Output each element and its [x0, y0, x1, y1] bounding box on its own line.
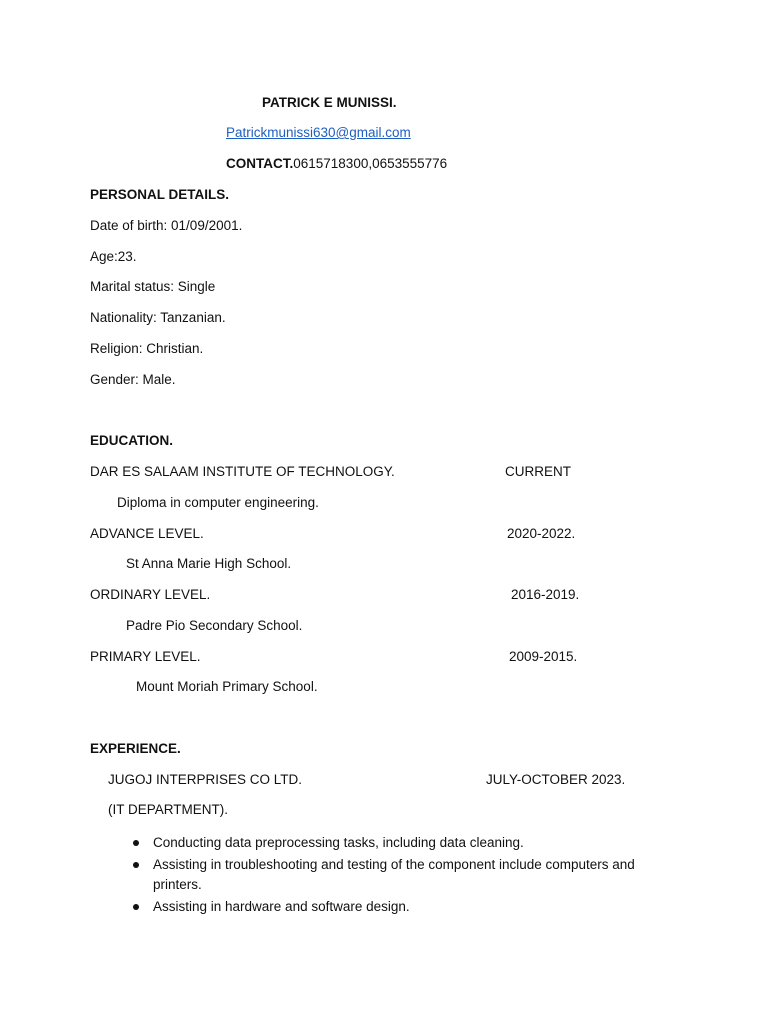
education-detail: Mount Moriah Primary School. — [136, 679, 318, 694]
experience-department: (IT DEPARTMENT). — [108, 802, 229, 817]
education-period: 2020-2022. — [507, 526, 576, 541]
education-title: ORDINARY LEVEL. — [90, 587, 211, 602]
contact-numbers: 0615718300,0653555776 — [293, 156, 448, 171]
list-item — [131, 855, 671, 895]
bullet-icon — [133, 840, 139, 846]
resume-name: PATRICK E MUNISSI. — [262, 95, 397, 110]
bullet-icon — [133, 862, 139, 868]
experience-company: JUGOJ INTERPRISES CO LTD. — [108, 772, 303, 787]
education-period: CURRENT — [505, 464, 571, 479]
gender: Gender: Male. — [90, 372, 176, 387]
education-title: PRIMARY LEVEL. — [90, 649, 201, 664]
list-item — [131, 897, 671, 917]
duty-text: Assisting in hardware and software design. — [153, 899, 410, 914]
list-item — [131, 833, 671, 853]
contact-label: CONTACT. — [226, 156, 294, 171]
experience-duties-list — [131, 833, 671, 919]
email-link[interactable]: Patrickmunissi630@gmail.com — [226, 125, 411, 140]
education-detail: Padre Pio Secondary School. — [126, 618, 303, 633]
bullet-icon — [133, 904, 139, 910]
education-heading: EDUCATION. — [90, 433, 173, 448]
duty-text: Assisting in troubleshooting and testing of the component include computers and printers. — [153, 857, 635, 892]
age: Age:23. — [90, 249, 137, 264]
nationality: Nationality: Tanzanian. — [90, 310, 226, 325]
date-of-birth: Date of birth: 01/09/2001. — [90, 218, 243, 233]
religion: Religion: Christian. — [90, 341, 204, 356]
experience-period: JULY-OCTOBER 2023. — [486, 772, 626, 787]
personal-details-heading: PERSONAL DETAILS. — [90, 187, 230, 202]
duty-text: Conducting data preprocessing tasks, including data cleaning. — [153, 835, 524, 850]
education-period: 2016-2019. — [511, 587, 580, 602]
education-period: 2009-2015. — [509, 649, 578, 664]
contact-line — [226, 156, 447, 172]
marital-status: Marital status: Single — [90, 279, 216, 294]
education-title: DAR ES SALAAM INSTITUTE OF TECHNOLOGY. — [90, 464, 395, 479]
education-title: ADVANCE LEVEL. — [90, 526, 204, 541]
experience-heading: EXPERIENCE. — [90, 741, 181, 756]
education-detail: St Anna Marie High School. — [126, 556, 292, 571]
education-detail: Diploma in computer engineering. — [117, 495, 319, 510]
